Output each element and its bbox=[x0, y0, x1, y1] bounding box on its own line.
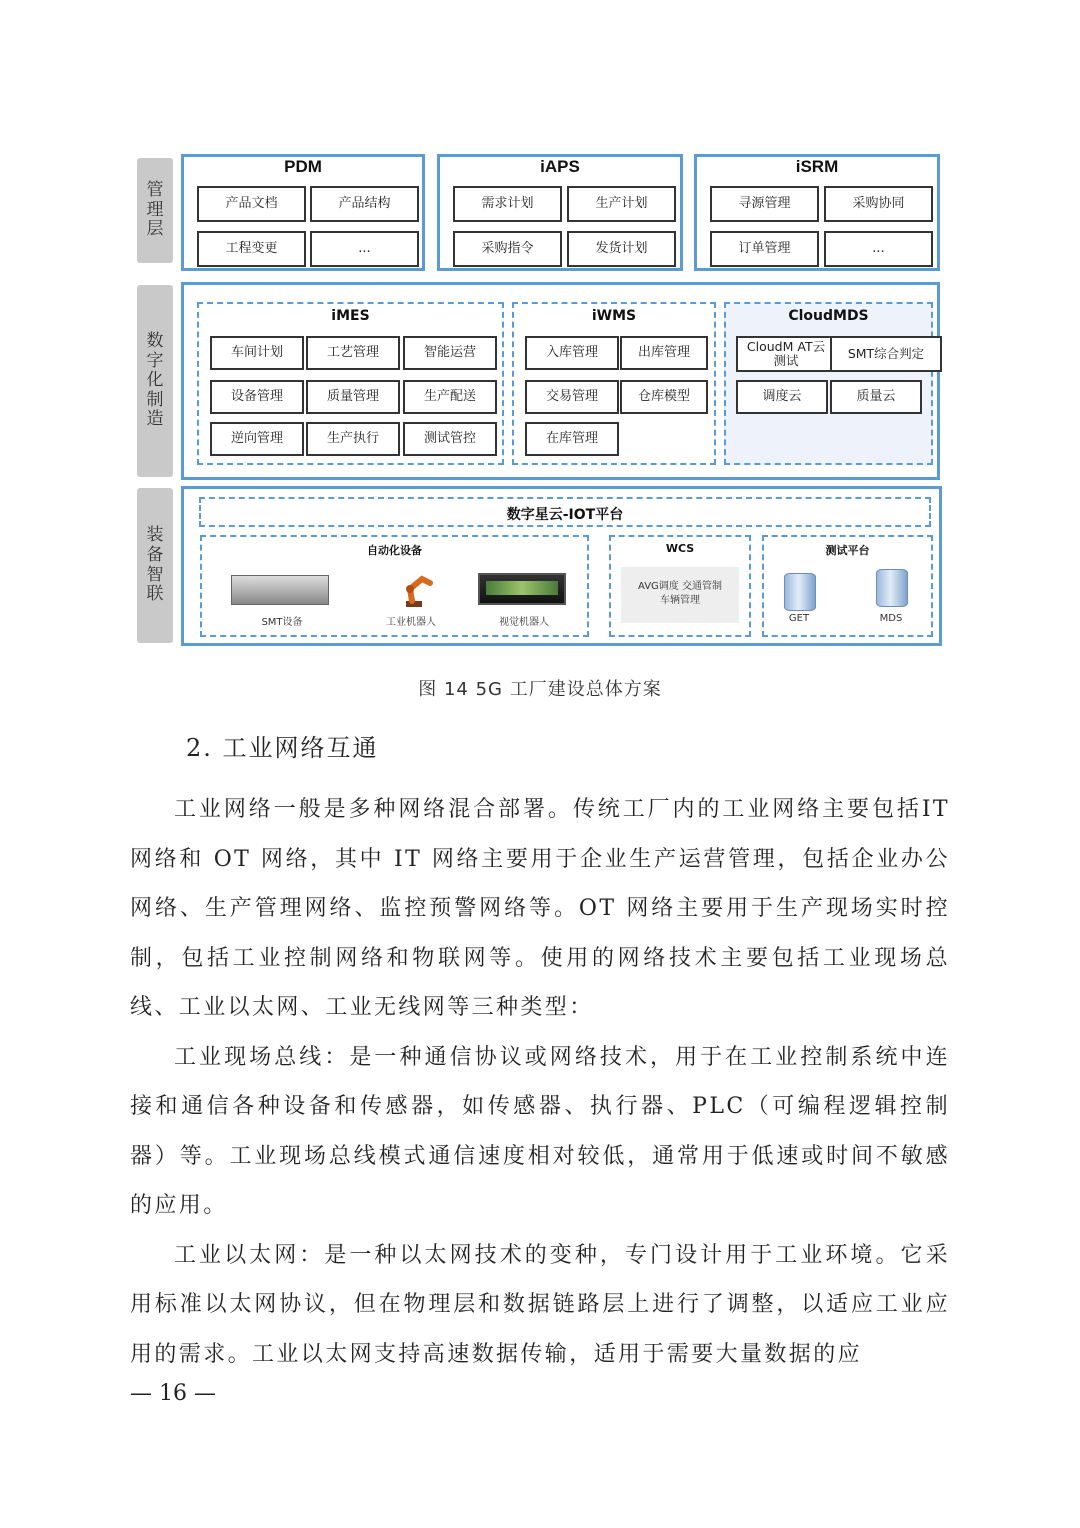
wcs-title: WCS bbox=[665, 542, 695, 555]
imes-item: 车间计划 bbox=[210, 336, 304, 370]
test-device-label: MDS bbox=[879, 613, 903, 624]
iwms-item: 仓库模型 bbox=[620, 380, 708, 414]
smt-machine-icon bbox=[231, 575, 329, 605]
iaps-item: 采购指令 bbox=[453, 231, 562, 267]
iwms-item: 在库管理 bbox=[525, 422, 619, 456]
automation-device-label: 视觉机器人 bbox=[499, 617, 549, 628]
robot-arm-icon bbox=[392, 571, 434, 609]
automation-device-label: 工业机器人 bbox=[386, 617, 436, 628]
figure-caption: 图 14 5G 工厂建设总体方案 bbox=[418, 679, 662, 700]
automation-group bbox=[200, 535, 589, 637]
pdm-item: 产品结构 bbox=[310, 186, 419, 222]
iaps-box bbox=[437, 154, 683, 271]
test-device-label: GET bbox=[788, 613, 810, 624]
pdm-item: 工程变更 bbox=[197, 231, 306, 267]
cloudmds-item: 质量云 bbox=[830, 380, 922, 414]
pdm-title: PDM bbox=[284, 157, 322, 176]
layer-label-equipment: 装备智联 bbox=[137, 488, 173, 643]
imes-title: iMES bbox=[331, 308, 370, 324]
wcs-line1: AVG调度 交通管制 bbox=[638, 581, 722, 592]
section-heading: 2. 工业网络互通 bbox=[186, 734, 379, 762]
cloudmds-title: CloudMDS bbox=[788, 308, 869, 324]
cloudmds-item: CloudM AT云测试 bbox=[736, 336, 836, 372]
imes-item: 逆向管理 bbox=[210, 422, 304, 456]
paragraph: 工业现场总线：是一种通信协议或网络技术，用于在工业控制系统中连接和通信各种设备和传感器，如传感器、执行器、PLC（可编程逻辑控制器）等。工业现场总线模式通信速度相对较低，通常用于低速或时间不敏感的应用。 bbox=[130, 1044, 950, 1218]
vision-robot-icon bbox=[478, 573, 566, 605]
imes-group bbox=[197, 302, 504, 465]
layer-label-manufacturing: 数字化制造 bbox=[137, 285, 173, 477]
iwms-item: 交易管理 bbox=[525, 380, 619, 414]
imes-item: 测试管控 bbox=[403, 422, 497, 456]
wcs-line2: 车辆管理 bbox=[660, 595, 700, 606]
imes-item: 智能运营 bbox=[403, 336, 497, 370]
imes-item: 生产配送 bbox=[403, 380, 497, 414]
isrm-item: 寻源管理 bbox=[710, 186, 819, 222]
pdm-box bbox=[181, 154, 425, 271]
page-number: — 16 — bbox=[130, 1381, 216, 1406]
wcs-content bbox=[621, 567, 739, 623]
iwms-title: iWMS bbox=[591, 308, 637, 324]
test-platform-title: 测试平台 bbox=[825, 544, 870, 557]
test-platform-group bbox=[762, 535, 933, 637]
iaps-item: 需求计划 bbox=[453, 186, 562, 222]
isrm-item: ... bbox=[824, 231, 933, 267]
automation-title: 自动化设备 bbox=[367, 544, 422, 557]
iot-platform-bar bbox=[199, 497, 931, 527]
isrm-title: iSRM bbox=[795, 157, 839, 176]
body-text bbox=[130, 785, 950, 1379]
isrm-item: 订单管理 bbox=[710, 231, 819, 267]
iwms-item: 出库管理 bbox=[620, 336, 708, 370]
iot-platform-title: 数字星云-IOT平台 bbox=[506, 507, 624, 523]
isrm-box bbox=[694, 154, 940, 271]
wcs-group bbox=[609, 535, 751, 637]
pdm-item: 产品文档 bbox=[197, 186, 306, 222]
iaps-item: 生产计划 bbox=[567, 186, 676, 222]
iwms-group bbox=[512, 302, 716, 465]
isrm-item: 采购协同 bbox=[824, 186, 933, 222]
iaps-title: iAPS bbox=[540, 157, 580, 176]
paragraph: 工业以太网：是一种以太网技术的变种，专门设计用于工业环境。它采用标准以太网协议，但在物理层和数据链路层上进行了调整，以适应工业应用的需求。工业以太网支持高速数据传输，适用于需要大量数据的应 bbox=[130, 1242, 950, 1367]
server-icon bbox=[784, 573, 816, 611]
cloudmds-item: 调度云 bbox=[736, 380, 828, 414]
imes-item: 设备管理 bbox=[210, 380, 304, 414]
cloudmds-group bbox=[724, 302, 933, 465]
imes-item: 质量管理 bbox=[306, 380, 400, 414]
architecture-diagram bbox=[135, 150, 945, 650]
pdm-item: ... bbox=[310, 231, 419, 267]
equipment-box bbox=[181, 486, 942, 646]
imes-item: 工艺管理 bbox=[306, 336, 400, 370]
iaps-item: 发货计划 bbox=[567, 231, 676, 267]
paragraph: 工业网络一般是多种网络混合部署。传统工厂内的工业网络主要包括IT 网络和 OT 网络，其中 IT 网络主要用于企业生产运营管理，包括企业办公网络、生产管理网络、监控预警网络等。OT 网络主要用于生产现场实时控制，包括工业控制网络和物联网等。使用的网络技术主要包括工业现场总线、工业以太网、工业无线网等三种类型： bbox=[130, 797, 950, 1020]
server-icon bbox=[876, 569, 908, 607]
cloudmds-item: SMT综合判定 bbox=[830, 336, 942, 372]
layer-label-management: 管理层 bbox=[137, 158, 173, 263]
manufacturing-box bbox=[181, 282, 940, 480]
imes-item: 生产执行 bbox=[306, 422, 400, 456]
iwms-item: 入库管理 bbox=[525, 336, 619, 370]
automation-device-label: SMT设备 bbox=[261, 617, 303, 628]
